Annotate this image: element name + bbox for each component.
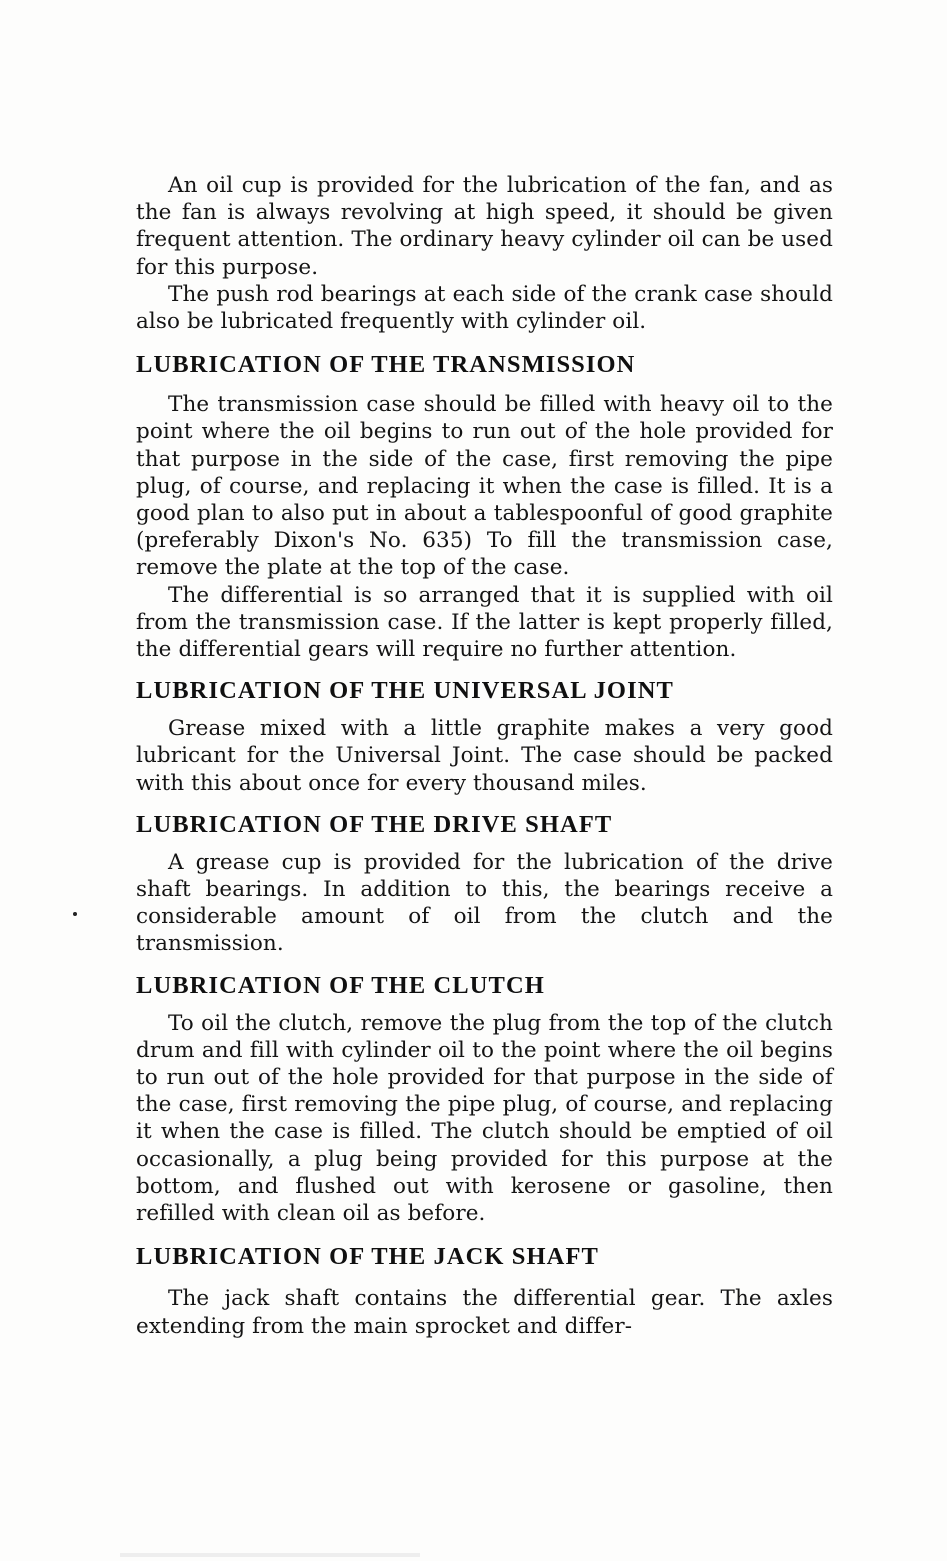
transmission-paragraph-1: The transmission case should be filled with heavy oil to the point where the oil begins to run out of the hole provided for that purpose in the side of the case, first removing the pipe plug, of course, and replacing it when the case is filled. It is a good plan to also put in about a tablespoonful of good graphite (preferably Dixon's No. 635) To fill the transmission case, remove the plate at the top of the case. (136, 392, 833, 581)
print-speck (73, 912, 77, 916)
text-column (136, 172, 833, 1340)
intro-paragraph-push-rod: The push rod bearings at each side of the crank case should also be lubricated frequently with cylinder oil. (136, 281, 833, 335)
transmission-paragraph-2: The differential is so arranged that it is supplied with oil from the transmission case. If the latter is kept properly filled, the differential gears will require no further attention. (136, 582, 833, 663)
clutch-paragraph: To oil the clutch, remove the plug from the top of the clutch drum and fill with cylinder oil to the point where the oil begins to run out of the hole provided for that purpose in the side of the case, first removing the pipe plug, of course, and replacing it when the case is filled. The clutch should be emptied of oil occasionally, a plug being provided for this purpose at the bottom, and flushed out with kerosene or gasoline, then refilled with clean oil as before. (136, 1010, 833, 1227)
drive-shaft-paragraph: A grease cup is provided for the lubrication of the drive shaft bearings. In addition to this, the bearings receive a considerable amount of oil from the clutch and the transmission. (136, 849, 833, 957)
section-heading-universal-joint: LUBRICATION OF THE UNIVERSAL JOINT (136, 677, 674, 705)
jack-shaft-paragraph: The jack shaft contains the differential gear. The axles extending from the main sprocket and differ- (136, 1286, 833, 1339)
section-heading-drive-shaft: LUBRICATION OF THE DRIVE SHAFT (136, 810, 613, 838)
intro-paragraph-fan-oil-cup: An oil cup is provided for the lubrication of the fan, and as the fan is always revolving at high speed, it should be given frequent attention. The ordinary heavy cylinder oil can be used for this purpose. (136, 173, 833, 280)
bottom-scan-edge (120, 1553, 420, 1557)
universal-joint-paragraph: Grease mixed with a little graphite makes a very good lubricant for the Universal Joint. The case should be packed with this about once for every thousand miles. (136, 716, 833, 796)
section-heading-transmission: LUBRICATION OF THE TRANSMISSION (136, 351, 636, 379)
section-heading-clutch: LUBRICATION OF THE CLUTCH (136, 971, 545, 999)
section-heading-jack-shaft: LUBRICATION OF THE JACK SHAFT (136, 1243, 599, 1271)
